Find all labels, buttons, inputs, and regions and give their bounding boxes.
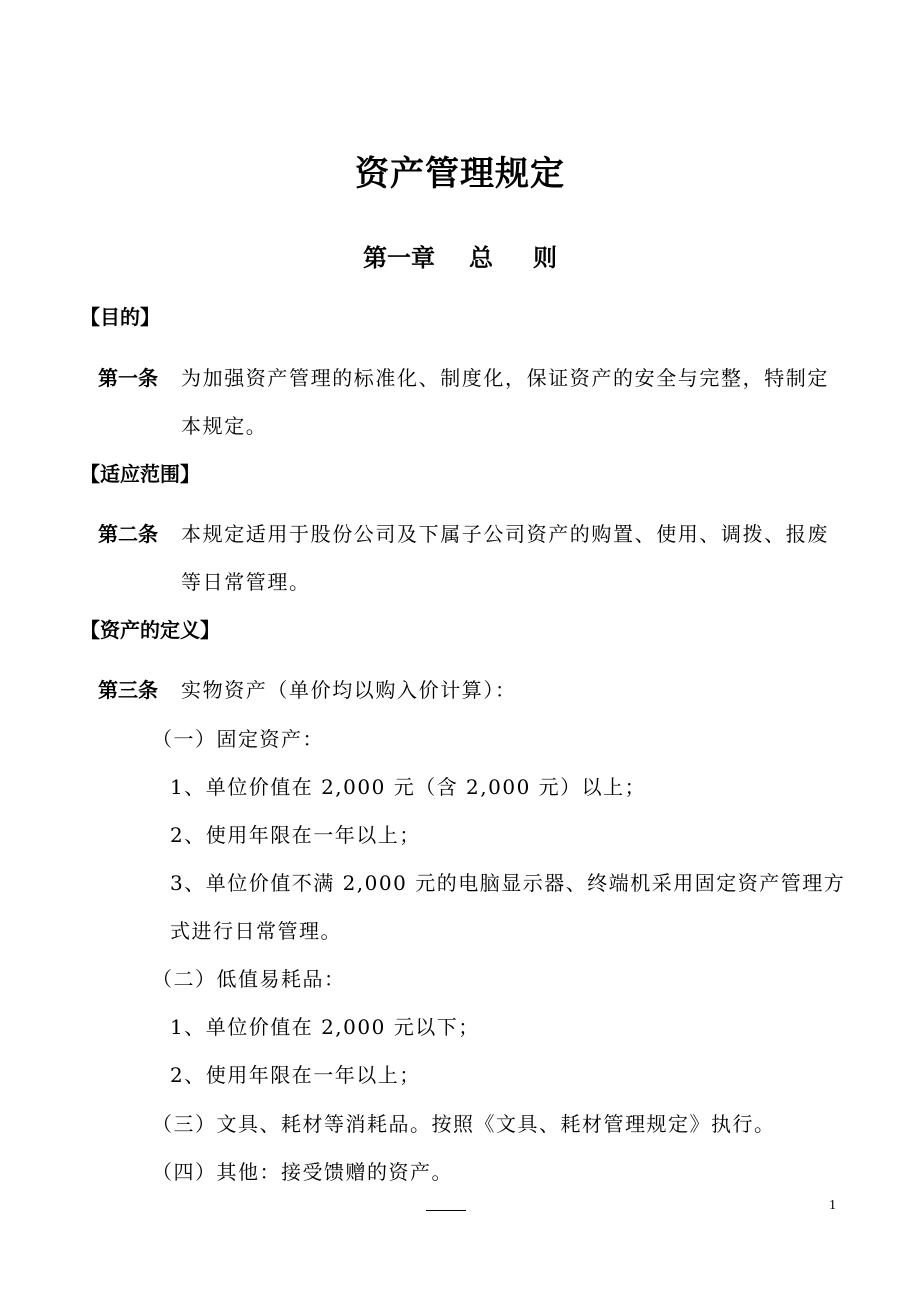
fixed-assets-heading: （一）固定资产： — [152, 727, 324, 751]
fixed-assets-item-3-line2: 式进行日常管理。 — [170, 919, 342, 943]
document-title: 资产管理规定 — [355, 154, 565, 194]
section-definition: 【资产的定义】 — [80, 618, 220, 642]
footer-rule — [426, 1210, 466, 1211]
chapter-name-part2: 则 — [533, 244, 557, 272]
fixed-assets-item-3-line1: 3、单位价值不满 2,000 元的电脑显示器、终端机采用固定资产管理方 — [170, 871, 846, 895]
article-1-line2: 本规定。 — [181, 414, 268, 438]
low-value-heading: （二）低值易耗品： — [152, 967, 346, 991]
low-value-item-1: 1、单位价值在 2,000 元以下； — [170, 1015, 480, 1039]
article-1-line1: 为加强资产管理的标准化、制度化，保证资产的安全与完整，特制定 — [181, 366, 829, 390]
section-scope: 【适应范围】 — [80, 462, 200, 486]
article-2-label: 第二条 — [98, 522, 158, 546]
others-line: （四）其他：接受馈赠的资产。 — [152, 1160, 453, 1184]
consumables-line: （三）文具、耗材等消耗品。按照《文具、耗材管理规定》执行。 — [152, 1112, 776, 1136]
page-number: 1 — [829, 1198, 836, 1213]
section-purpose: 【目的】 — [80, 305, 160, 329]
article-3-line1: 实物资产（单价均以购入价计算）： — [181, 678, 517, 702]
fixed-assets-item-1: 1、单位价值在 2,000 元（含 2,000 元）以上； — [170, 775, 647, 799]
fixed-assets-item-2: 2、使用年限在一年以上； — [170, 823, 421, 847]
article-1-label: 第一条 — [98, 366, 158, 390]
low-value-item-2: 2、使用年限在一年以上； — [170, 1063, 421, 1087]
chapter-number: 第一章 — [363, 244, 435, 272]
chapter-heading — [0, 238, 920, 273]
article-2-line2: 等日常管理。 — [181, 570, 311, 594]
article-3-label: 第三条 — [98, 678, 158, 702]
article-2-line1: 本规定适用于股份公司及下属子公司资产的购置、使用、调拨、报废 — [181, 522, 829, 546]
chapter-name-part1: 总 — [469, 244, 493, 272]
